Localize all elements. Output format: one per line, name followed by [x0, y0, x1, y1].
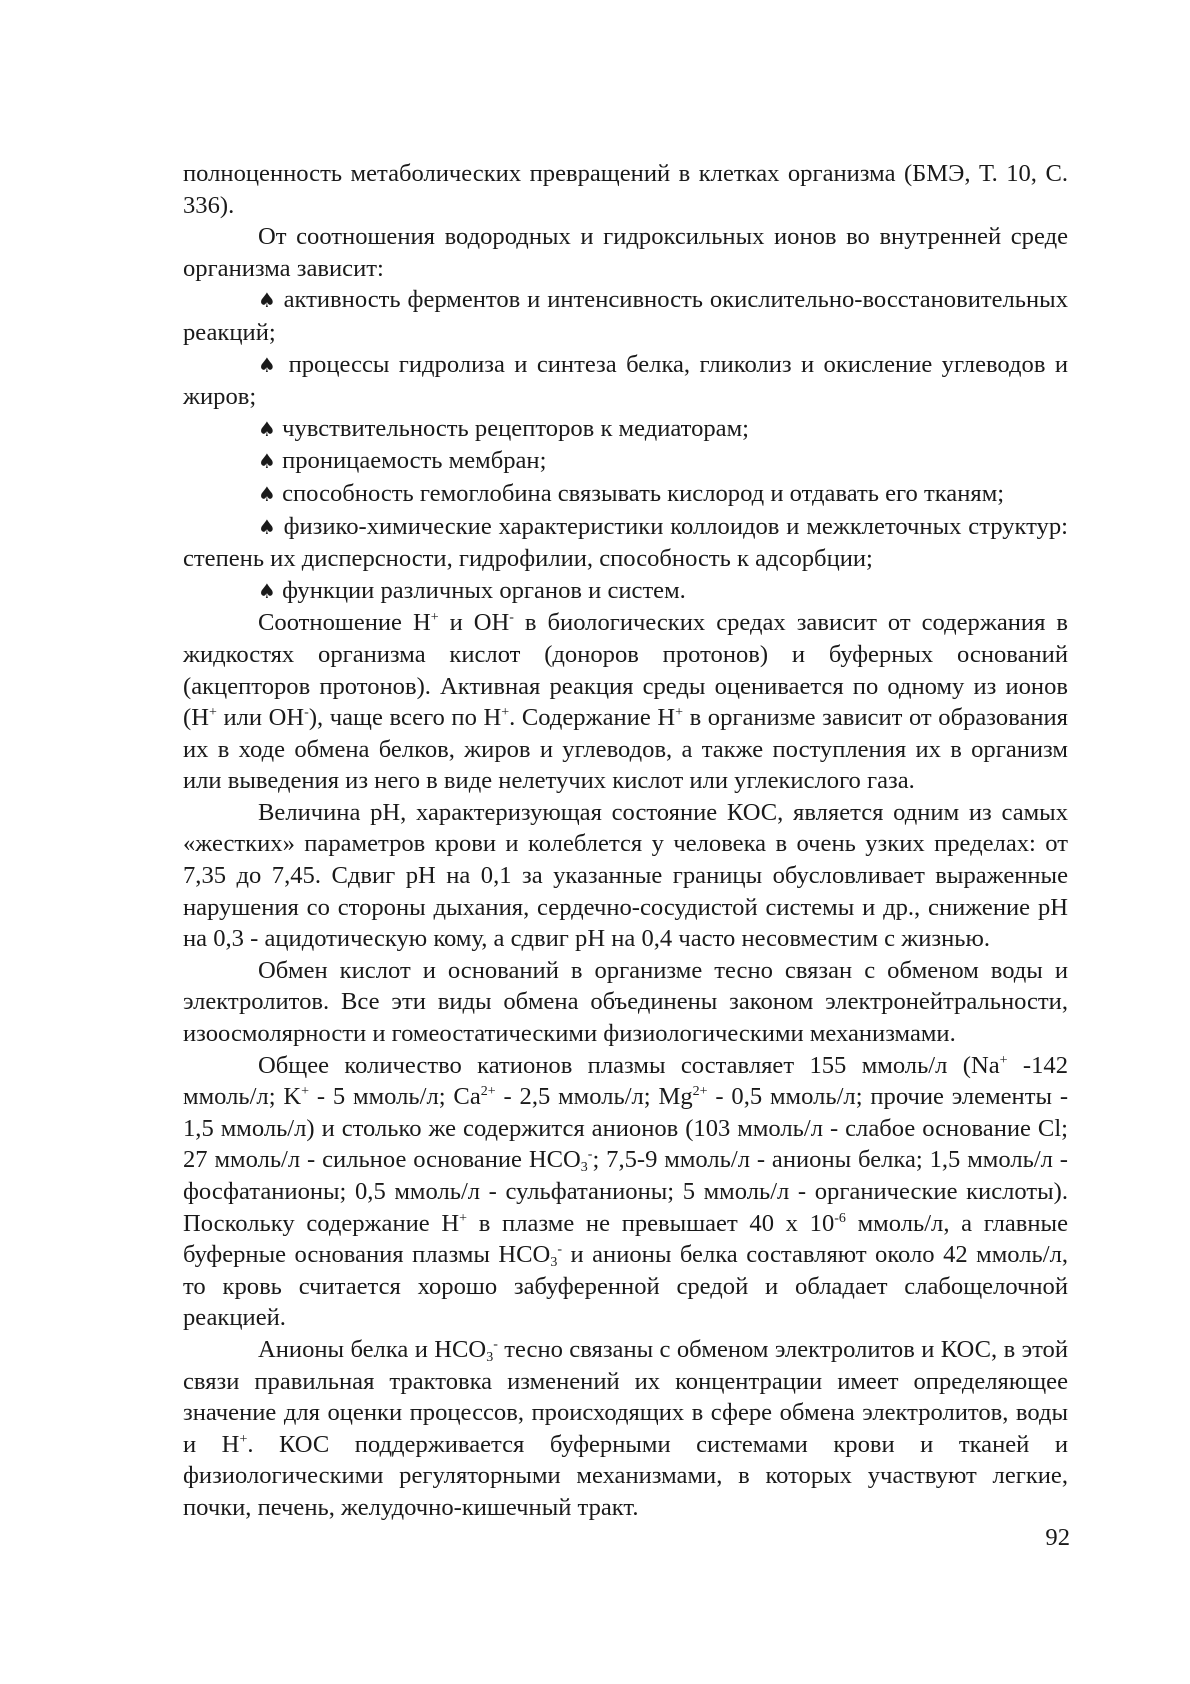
bullet-text: проницаемость мембран;: [282, 447, 547, 475]
paragraph: [183, 1050, 1068, 1334]
superscript: +: [999, 1052, 1008, 1068]
document-body: [183, 158, 1068, 1524]
text-run: в биологических средах зависит от содержания в жидкостях организма кислот (доноров протонов) и буферных оснований (акцепторов протонов). Активная реакция среды оценивается по одному из ионов (H: [183, 609, 1068, 732]
superscript: +: [430, 610, 439, 626]
spade-icon: ♠: [258, 449, 276, 474]
bullet-item: [183, 284, 1068, 348]
bullet-text: чувствительность рецепторов к медиаторам;: [282, 414, 749, 442]
superscript: +: [239, 1431, 248, 1447]
superscript: -: [493, 1336, 498, 1352]
subscript: 3: [580, 1160, 588, 1176]
spade-icon: ♠: [258, 514, 277, 539]
paragraph: От соотношения водородных и гидроксильных ионов во внутренней среде организма зависит:: [183, 223, 1068, 282]
text-run: или OH: [216, 704, 305, 732]
text-run: ), чаще всего по H: [308, 704, 502, 732]
paragraph: [183, 607, 1068, 797]
subscript: 3: [550, 1255, 558, 1271]
bullet-text: способность гемоглобина связывать кислород и отдавать его тканям;: [282, 479, 1005, 507]
superscript: -6: [834, 1210, 846, 1226]
text-run: тесно связаны с обменом электролитов и КОС, в этой связи правильная трактовка изменений их концентрации имеет определяющее значение для оценки процессов, происходящих в сфере обмена электролитов, воды и H: [183, 1335, 1069, 1458]
superscript: -: [509, 610, 514, 626]
superscript: +: [459, 1210, 468, 1226]
superscript: 2+: [480, 1084, 496, 1100]
text-run: Анионы белка и HCO: [258, 1335, 487, 1363]
bullet-item: [183, 478, 1068, 511]
paragraph: Величина pH, характеризующая состояние КОС, является одним из самых «жестких» параметров крови и колеблется у человека в очень узких пределах: от 7,35 до 7,45. Сдвиг pH на 0,1 за указанные границы обусловливает выраженные нарушения со стороны дыхания, сердечно-сосудистой системы и др., снижение pH на 0,3 - ацидотическую кому, а сдвиг pH на 0,4 часто несовместим с жизнью.: [183, 798, 1068, 953]
text-run: - 0,5 ммоль/л; прочие элементы - 1,5 ммоль/л) и столько же содержится анионов (103 ммоль/л - слабое основание Cl; 27 ммоль/л - сильное основание HCO: [183, 1083, 1069, 1174]
superscript: +: [675, 705, 684, 721]
paragraph: Обмен кислот и оснований в организме тесно связан с обменом воды и электролитов. Все эти виды обмена объединены законом электронейтральности, изоосмолярности и гомеостатическими физиологическими механизмами.: [183, 956, 1068, 1048]
bullet-item: [183, 575, 1068, 608]
spade-icon: ♠: [258, 578, 276, 603]
superscript: -: [304, 705, 309, 721]
text-run: и анионы белка составляют около 42 ммоль/л, то кровь считается хорошо забуференной средой и обладает слабощелочной реакцией.: [183, 1241, 1068, 1332]
bullet-text: функции различных органов и систем.: [282, 576, 686, 604]
text-run: - 2,5 ммоль/л; Mg: [495, 1083, 693, 1111]
superscript: -: [557, 1242, 562, 1258]
superscript: -: [587, 1147, 593, 1163]
superscript: +: [208, 705, 217, 721]
subscript: 3: [486, 1349, 494, 1365]
paragraph: полноценность метаболических превращений в клетках организма (БМЭ, Т. 10, С. 336).: [183, 160, 1068, 219]
bullet-item: [183, 349, 1068, 413]
bullet-text: активность ферментов и интенсивность окислительно-восстановительных реакций;: [183, 286, 1068, 346]
text-run: и OH: [438, 609, 510, 637]
spade-icon: ♠: [258, 288, 277, 313]
spade-icon: ♠: [258, 481, 276, 506]
page-number: 92: [1045, 1524, 1070, 1551]
superscript: +: [301, 1084, 310, 1100]
text-run: ммоль/л, а главные буферные основания плазмы HCO: [183, 1209, 1068, 1269]
bullet-text: процессы гидролиза и синтеза белка, гликолиз и окисление углеводов и жиров;: [183, 350, 1068, 411]
text-run: в организме зависит от образования их в ходе обмена белков, жиров и углеводов, а также поступления их в организм или выведения из него в виде нелетучих кислот или углекислого газа.: [183, 704, 1068, 795]
spade-icon: ♠: [258, 352, 280, 377]
bullet-item: [183, 413, 1068, 446]
text-run: Соотношение H: [258, 609, 431, 637]
text-run: - 5 ммоль/л; Ca: [309, 1083, 481, 1111]
bullet-text: физико-химические характеристики коллоидов и межклеточных структур: степень их дисперсности, гидрофилии, способность к адсорбции;: [183, 512, 1068, 573]
bullet-item: [183, 445, 1068, 478]
text-run: Общее количество катионов плазмы составляет 155 ммоль/л (Na: [258, 1051, 1000, 1079]
text-run: . КОС поддерживается буферными системами крови и тканей и физиологическими регуляторными механизмами, в которых участвуют легкие, почки, печень, желудочно-кишечный тракт.: [183, 1430, 1068, 1521]
text-run: . Содержание H: [509, 704, 676, 732]
superscript: 2+: [692, 1084, 708, 1100]
paragraph: [183, 1334, 1068, 1524]
spade-icon: ♠: [258, 416, 276, 441]
text-run: ; 7,5-9 ммоль/л - анионы белка; 1,5 ммоль/л - фосфатанионы; 0,5 ммоль/л - сульфатанионы; 5 ммоль/л - органические кислоты). Поскольку содержание H: [183, 1146, 1068, 1237]
text-run: -142 ммоль/л; K: [183, 1051, 1068, 1111]
text-run: в плазме не превышает 40 x 10: [467, 1209, 835, 1237]
superscript: +: [501, 705, 510, 721]
bullet-item: [183, 511, 1068, 575]
